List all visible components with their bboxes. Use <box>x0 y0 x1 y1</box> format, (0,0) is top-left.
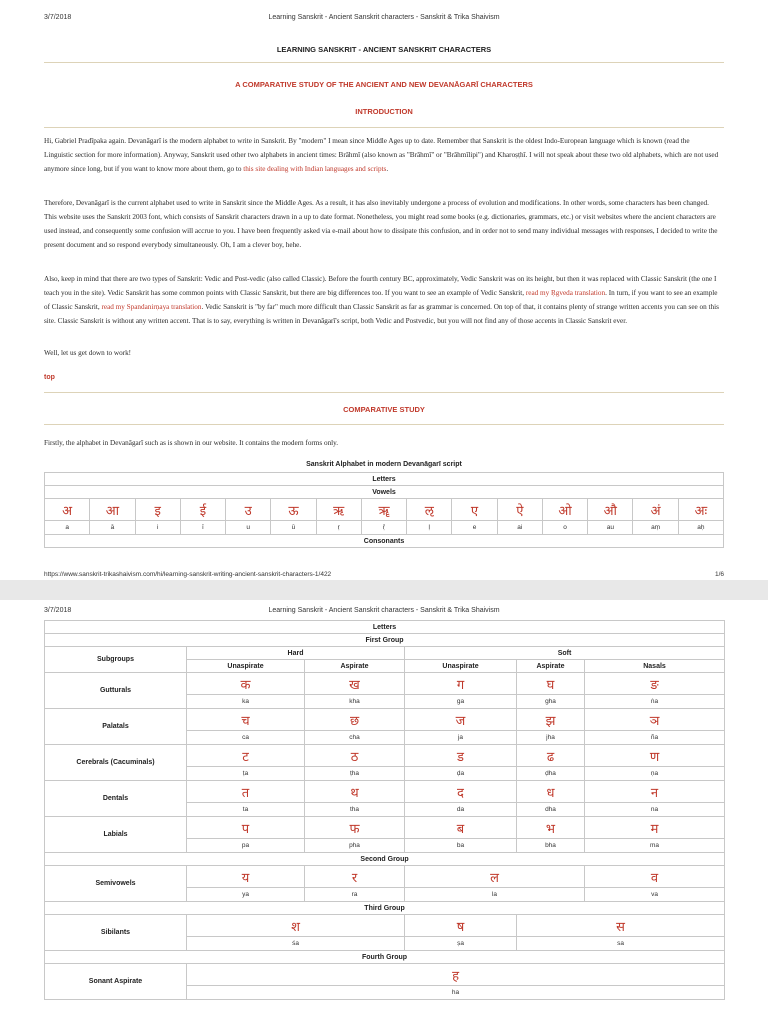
section-heading-introduction: INTRODUCTION <box>355 107 413 116</box>
consonant-glyph: ज <box>405 709 517 731</box>
consonant-glyph: ल <box>405 866 585 888</box>
consonant-glyph: द <box>405 781 517 803</box>
consonant-transliteration: va <box>585 888 725 902</box>
paragraph-3 <box>44 272 720 328</box>
vowel-transliteration: ū <box>271 521 316 535</box>
header-title: Learning Sanskrit - Ancient Sanskrit characters - Sanskrit & Trika Shaivism <box>268 607 500 614</box>
rgveda-link[interactable]: read my Ṛgveda translation <box>525 289 606 297</box>
subgroup-label: Sonant Aspirate <box>45 964 187 1000</box>
consonant-transliteration: pa <box>187 839 305 853</box>
subgroup-label: Palatals <box>45 709 187 745</box>
vowel-transliteration: o <box>542 521 587 535</box>
consonant-glyph: ख <box>305 673 405 695</box>
vowel-glyph-row <box>45 499 724 521</box>
consonant-glyph-row <box>45 915 725 937</box>
vowel-transliteration: ḷ <box>407 521 452 535</box>
consonant-glyph-row <box>45 745 725 767</box>
consonant-glyph: म <box>585 817 725 839</box>
divider <box>44 62 724 63</box>
top-link[interactable]: top <box>44 374 55 381</box>
consonant-transliteration: ṣa <box>405 937 517 951</box>
consonant-transliteration: ṭha <box>305 767 405 781</box>
consonant-glyph: ण <box>585 745 725 767</box>
divider <box>44 424 724 425</box>
consonant-transliteration: ta <box>187 803 305 817</box>
vowels-header: Vowels <box>45 486 724 499</box>
consonant-transliteration: ca <box>187 731 305 745</box>
vowel-glyph: उ <box>226 499 271 521</box>
vowel-transliteration: i <box>135 521 180 535</box>
unaspirate-header: Unaspirate <box>405 660 517 673</box>
consonant-glyph-row <box>45 709 725 731</box>
paragraph-5: Firstly, the alphabet in Devanāgarī such as is shown in our website. It contains the modern forms only. <box>44 439 339 447</box>
paragraph-1-text: Hi, Gabriel Pradīpaka again. Devanāgarī is the modern alphabet to write in Sanskrit. By "modern" I mean since Middle Ages up to date. Remember that Sanskrit is the oldest Indo-European language which is known (read the Linguistic section for more information). Anyway, Sanskrit used other two alphabets in ancient times: Brāhmī (also known as "Brāhmī" or "Brāhmīlipi") and Kharoṣṭhī. I will not speak about these two old alphabets, which are not used anymore since long, but if you want to know more about them, go to <box>44 137 719 173</box>
table-caption: Sanskrit Alphabet in modern Devanāgarī script <box>306 461 462 468</box>
consonant-glyph: ग <box>405 673 517 695</box>
subgroup-label: Dentals <box>45 781 187 817</box>
vowel-transliteration: a <box>45 521 90 535</box>
vowel-glyph: औ <box>588 499 633 521</box>
consonant-transliteration: kha <box>305 695 405 709</box>
consonant-glyph: ब <box>405 817 517 839</box>
consonant-glyph: थ <box>305 781 405 803</box>
vowel-transliteration: ī <box>180 521 225 535</box>
soft-header: Soft <box>405 647 725 660</box>
vowel-glyph: अं <box>633 499 678 521</box>
consonant-transliteration: gha <box>517 695 585 709</box>
consonant-transliteration: jha <box>517 731 585 745</box>
subgroup-label: Labials <box>45 817 187 853</box>
consonant-transliteration: dha <box>517 803 585 817</box>
paragraph-1 <box>44 134 720 176</box>
consonant-transliteration: sa <box>517 937 725 951</box>
consonant-glyph: स <box>517 915 725 937</box>
consonant-transliteration: ha <box>187 986 725 1000</box>
vowel-glyph: ई <box>180 499 225 521</box>
vowel-transliteration: au <box>588 521 633 535</box>
consonant-glyph: फ <box>305 817 405 839</box>
consonant-glyph: ड <box>405 745 517 767</box>
page-separator <box>0 580 768 600</box>
consonant-glyph-row <box>45 673 725 695</box>
consonant-glyph: न <box>585 781 725 803</box>
consonant-glyph: ठ <box>305 745 405 767</box>
vowel-transliteration: ai <box>497 521 542 535</box>
paragraph-3-end: . Vedic Sanskrit is "by far" much more difficult than Classic Sanskrit as far as grammar is concerned. On top of that, it contains plenty of strange written accents you can see on this site. Classic Sanskrit is without any written accent. That is to say, everything is written in Devanāgarī's script, both Vedic and Postvedic, but you will not find any of those accents in Classic Sanskrit ever. <box>44 303 719 325</box>
consonants-table <box>44 620 725 1000</box>
vowel-transliteration: ā <box>90 521 135 535</box>
nasals-header: Nasals <box>585 660 725 673</box>
consonant-transliteration: na <box>585 803 725 817</box>
page-subtitle: A COMPARATIVE STUDY OF THE ANCIENT AND NEW DEVANĀGARĪ CHARACTERS <box>235 80 533 89</box>
vowel-glyph: अः <box>678 499 723 521</box>
paragraph-3-text: Also, keep in mind that there are two types of Sanskrit: Vedic and Post-vedic (also called Classic). Before the fourth century BC, approximately, Vedic Sanskrit was on its height, but then it was replaced with Classic Sanskrit (the one I teach you in the site). Vedic Sanskrit has some common points with Classic Sanskrit, but there are big differences too. If you want to see an example of Vedic Sanskrit, <box>44 275 717 297</box>
consonant-glyph: झ <box>517 709 585 731</box>
group-header: Second Group <box>45 853 725 866</box>
consonant-transliteration: ṅa <box>585 695 725 709</box>
subgroup-label: Sibilants <box>45 915 187 951</box>
consonant-transliteration: ka <box>187 695 305 709</box>
consonant-transliteration: tha <box>305 803 405 817</box>
vowel-glyph: आ <box>90 499 135 521</box>
footer-url: https://www.sanskrit-trikashaivism.com/hi/learning-sanskrit-writing-ancient-sanskrit-characters-1/422 <box>44 571 332 578</box>
vowel-glyph: ए <box>452 499 497 521</box>
vowels-table <box>44 472 724 548</box>
aspirate-header: Aspirate <box>517 660 585 673</box>
consonant-glyph: ङ <box>585 673 725 695</box>
scripts-site-link[interactable]: this site dealing with Indian languages and scripts <box>243 165 387 173</box>
consonant-glyph: य <box>187 866 305 888</box>
first-group-header: First Group <box>45 634 725 647</box>
consonant-glyph: क <box>187 673 305 695</box>
consonant-transliteration: ra <box>305 888 405 902</box>
consonant-glyph: र <box>305 866 405 888</box>
vowel-glyph: अ <box>45 499 90 521</box>
consonants-header: Consonants <box>45 535 724 548</box>
paragraph-3-middle: . In turn, if you want to see an example of Classic Sanskrit, <box>44 289 718 311</box>
consonant-transliteration: pha <box>305 839 405 853</box>
consonant-glyph: व <box>585 866 725 888</box>
consonant-glyph: च <box>187 709 305 731</box>
divider <box>44 127 724 128</box>
consonant-transliteration: ya <box>187 888 305 902</box>
pdf-page-2 <box>0 600 768 1024</box>
consonant-transliteration: ba <box>405 839 517 853</box>
consonant-transliteration: ma <box>585 839 725 853</box>
subgroup-label: Cerebrals (Cacuminals) <box>45 745 187 781</box>
consonant-transliteration: bha <box>517 839 585 853</box>
consonant-glyph: ष <box>405 915 517 937</box>
consonant-glyph: ढ <box>517 745 585 767</box>
spandanirnaya-link[interactable]: read my Spandanirṇaya translation <box>101 303 202 311</box>
consonant-transliteration: ṭa <box>187 767 305 781</box>
vowel-glyph: ऌ <box>407 499 452 521</box>
consonant-transliteration: ḍa <box>405 767 517 781</box>
consonant-transliteration: ḍha <box>517 767 585 781</box>
consonant-transliteration: ja <box>405 731 517 745</box>
vowel-glyph: इ <box>135 499 180 521</box>
consonant-glyph-row <box>45 817 725 839</box>
vowel-transliteration-row <box>45 521 724 535</box>
paragraph-4: Well, let us get down to work! <box>44 349 132 357</box>
subgroup-label: Semivowels <box>45 866 187 902</box>
divider <box>44 392 724 393</box>
subgroup-label: Gutturals <box>45 673 187 709</box>
vowel-glyph: ॠ <box>361 499 406 521</box>
vowel-transliteration: ṛ <box>316 521 361 535</box>
vowel-transliteration: ṝ <box>361 521 406 535</box>
paragraph-2: Therefore, Devanāgarī is the current alphabet used to write in Sanskrit since the Middle Ages. As a result, it has also inevitably undergone a process of evolution and modifications. In other words, some characters has been changed. This website uses the Sanskrit 2003 font, which consists of Sanskrit characters drawn in a up to date format. Nonetheless, you might read some books (e.g. dictionaries, grammars, etc.) or visit websites where the ancient characters are used instead, and consequently some confusion will accrue to you. I have been frequently asked via e-mail about how to dissipate this confusion, and in order not to send many individual messages with responses, I decided to write the present document and so respond everybody simultaneously. Oh, I am a clever boy, hehe. <box>44 199 718 249</box>
consonant-transliteration: cha <box>305 731 405 745</box>
header-date: 3/7/2018 <box>44 14 72 21</box>
consonant-glyph: ह <box>187 964 725 986</box>
consonant-transliteration: da <box>405 803 517 817</box>
hard-header: Hard <box>187 647 405 660</box>
consonant-glyph: ञ <box>585 709 725 731</box>
consonant-glyph: प <box>187 817 305 839</box>
letters-header: Letters <box>45 473 724 486</box>
consonant-glyph: घ <box>517 673 585 695</box>
header-title: Learning Sanskrit - Ancient Sanskrit characters - Sanskrit & Trika Shaivism <box>268 14 500 21</box>
vowel-glyph: ऐ <box>497 499 542 521</box>
consonant-glyph: भ <box>517 817 585 839</box>
consonant-glyph-row <box>45 964 725 986</box>
vowel-transliteration: aḥ <box>678 521 723 535</box>
page-title: LEARNING SANSKRIT - ANCIENT SANSKRIT CHARACTERS <box>276 45 492 54</box>
letters-header: Letters <box>45 621 725 634</box>
group-header: Third Group <box>45 902 725 915</box>
consonant-transliteration: la <box>405 888 585 902</box>
vowel-transliteration: aṃ <box>633 521 678 535</box>
consonant-transliteration: śa <box>187 937 405 951</box>
consonant-transliteration: ga <box>405 695 517 709</box>
vowel-glyph: ऋ <box>316 499 361 521</box>
vowel-glyph: ऊ <box>271 499 316 521</box>
header-date: 3/7/2018 <box>44 607 72 614</box>
consonant-transliteration: ṇa <box>585 767 725 781</box>
paragraph-1-end: . <box>386 165 389 173</box>
vowel-transliteration: u <box>226 521 271 535</box>
consonant-transliteration: ña <box>585 731 725 745</box>
consonant-glyph: छ <box>305 709 405 731</box>
vowel-glyph: ओ <box>542 499 587 521</box>
group-header: Fourth Group <box>45 951 725 964</box>
aspirate-header: Aspirate <box>305 660 405 673</box>
consonant-glyph-row <box>45 781 725 803</box>
consonant-glyph: त <box>187 781 305 803</box>
vowel-transliteration: e <box>452 521 497 535</box>
subgroups-header: Subgroups <box>45 647 187 673</box>
consonant-glyph-row <box>45 866 725 888</box>
consonant-glyph: ध <box>517 781 585 803</box>
section-heading-comparative: COMPARATIVE STUDY <box>343 405 425 414</box>
consonant-glyph: श <box>187 915 405 937</box>
footer-page-number: 1/6 <box>714 571 724 578</box>
unaspirate-header: Unaspirate <box>187 660 305 673</box>
consonant-glyph: ट <box>187 745 305 767</box>
